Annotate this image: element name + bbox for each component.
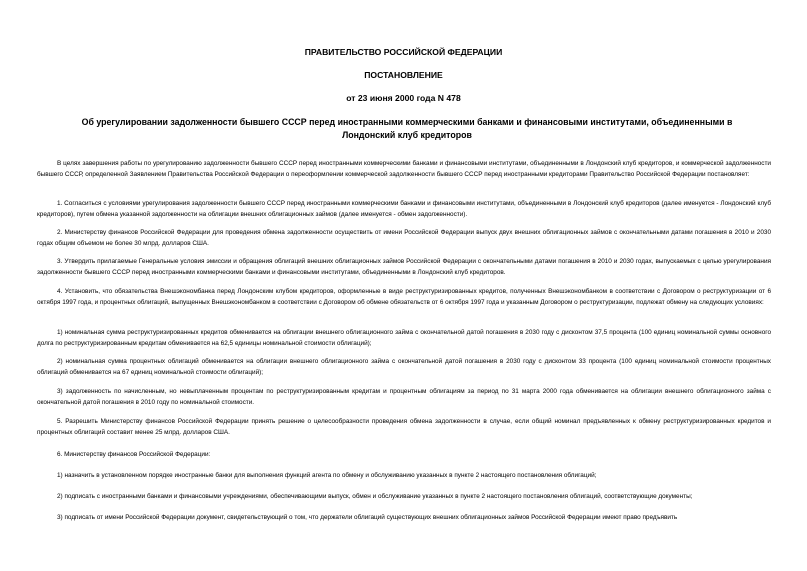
paragraph-item-4: 4. Установить, что обязательства Внешэкономбанка перед Лондонским клубом кредиторов, оформленные в виде реструктуризированных кредитов, полученных Внешэкономбанком в соответствии с Договором о реструктуризации от 6 октября 1997 года, и процентных облигаций, выпущенных Внешэкономбанком в соответствии с Договором об обмене обязательств от 6 октября 1997 года и указанным Договором о реструктуризации, подлежат обмену на следующих условиях: — [37, 288, 771, 307]
paragraph-item-6-sub-3: 3) подписать от имени Российской Федерации документ, свидетельствующий о том, что держатели облигаций существующих внешних облигационных займов Российской Федерации имеют право предъявить — [57, 514, 678, 521]
document-date-number: от 23 июня 2000 года N 478 — [346, 93, 461, 103]
document-title: Об урегулировании задолженности бывшего СССР перед иностранными коммерческими банками и финансовыми институтами, объединенными в Лондонский клуб кредиторов — [81, 117, 733, 140]
paragraph-preamble: В целях завершения работы по урегулированию задолженности бывшего СССР перед иностранными коммерческими банками и финансовыми институтами, объединенными в Лондонский клуб кредиторов, и коммерческой задолженности бывшего СССР, определенной Заявлением Правительства Российской Федерации о переоформлении коммерческой задолженности бывшего СССР перед иностранными кредиторами Правительство Российской Федерации постановляет: — [37, 160, 771, 179]
paragraph-item-2: 2. Министерству финансов Российской Федерации для проведения обмена задолженности осуществить от имени Российской Федерации выпуск двух внешних облигационных займов с окончательными датами погашения в 2010 и 2030 годах общим объемом не более 30 млрд. долларов США. — [37, 229, 771, 248]
paragraph-item-6-sub-1: 1) назначить в установленном порядке иностранные банки для выполнения функций агента по обмену и обслуживанию указанных в пункте 2 настоящего постановления облигаций; — [57, 472, 597, 479]
issuing-authority: ПРАВИТЕЛЬСТВО РОССИЙСКОЙ ФЕДЕРАЦИИ — [304, 47, 503, 57]
paragraph-item-4-sub-3: 3) задолженность по начисленным, но невыплаченным процентам по реструктуризированным кредитам и процентным облигациям за период по 31 марта 2000 года обменивается на облигации внешнего облигационного займа с окончательной датой погашения в 2010 году по номинальной стоимости. — [37, 388, 771, 407]
paragraph-item-5: 5. Разрешить Министерству финансов Российской Федерации принять решение о целесообразности проведения обмена задолженности в случае, если общий номинал предъявленных к обмену реструктуризированных кредитов и процентных облигаций составит менее 25 млрд. долларов США. — [37, 418, 771, 437]
paragraph-item-4-sub-1: 1) номинальная сумма реструктуризированных кредитов обменивается на облигации внешнего облигационного займа с окончательной датой погашения в 2030 году с дисконтом 37,5 процента (100 единиц номинальной суммы основного долга по реструктуризированным кредитам обменивается на 62,5 единицы номинальной стоимости облигаций); — [37, 329, 771, 348]
paragraph-item-6-sub-2: 2) подписать с иностранными банками и финансовыми учреждениями, обеспечивающими выпуск, обмен и обслуживание указанных в пункте 2 настоящего постановления облигаций, соответствующие документы; — [57, 493, 693, 500]
document-type: ПОСТАНОВЛЕНИЕ — [364, 70, 443, 80]
paragraph-item-4-sub-2: 2) номинальная сумма процентных облигаций обменивается на облигации внешнего облигационного займа с окончательной датой погашения в 2030 году с дисконтом 33 процента (100 единиц номинальной стоимости процентных облигаций обменивается на 67 единиц номинальной стоимости облигаций); — [37, 358, 771, 377]
paragraph-item-1: 1. Согласиться с условиями урегулирования задолженности бывшего СССР перед иностранными коммерческими банками и финансовыми институтами, объединенными в Лондонский клуб кредиторов (далее именуется - Лондонский клуб кредиторов), путем обмена указанной задолженности на облигации внешних облигационных займов (далее именуется - обмен задолженности). — [37, 200, 771, 219]
paragraph-item-6: 6. Министерству финансов Российской Федерации: — [57, 451, 211, 458]
paragraph-item-3: 3. Утвердить прилагаемые Генеральные условия эмиссии и обращения облигаций внешних облигационных займов Российской Федерации с окончательными датами погашения в 2010 и 2030 годах, выпускаемых с целью урегулирования задолженности бывшего СССР перед иностранными коммерческими банками и финансовыми институтами, объединенными в Лондонский клуб кредиторов. — [37, 258, 771, 277]
